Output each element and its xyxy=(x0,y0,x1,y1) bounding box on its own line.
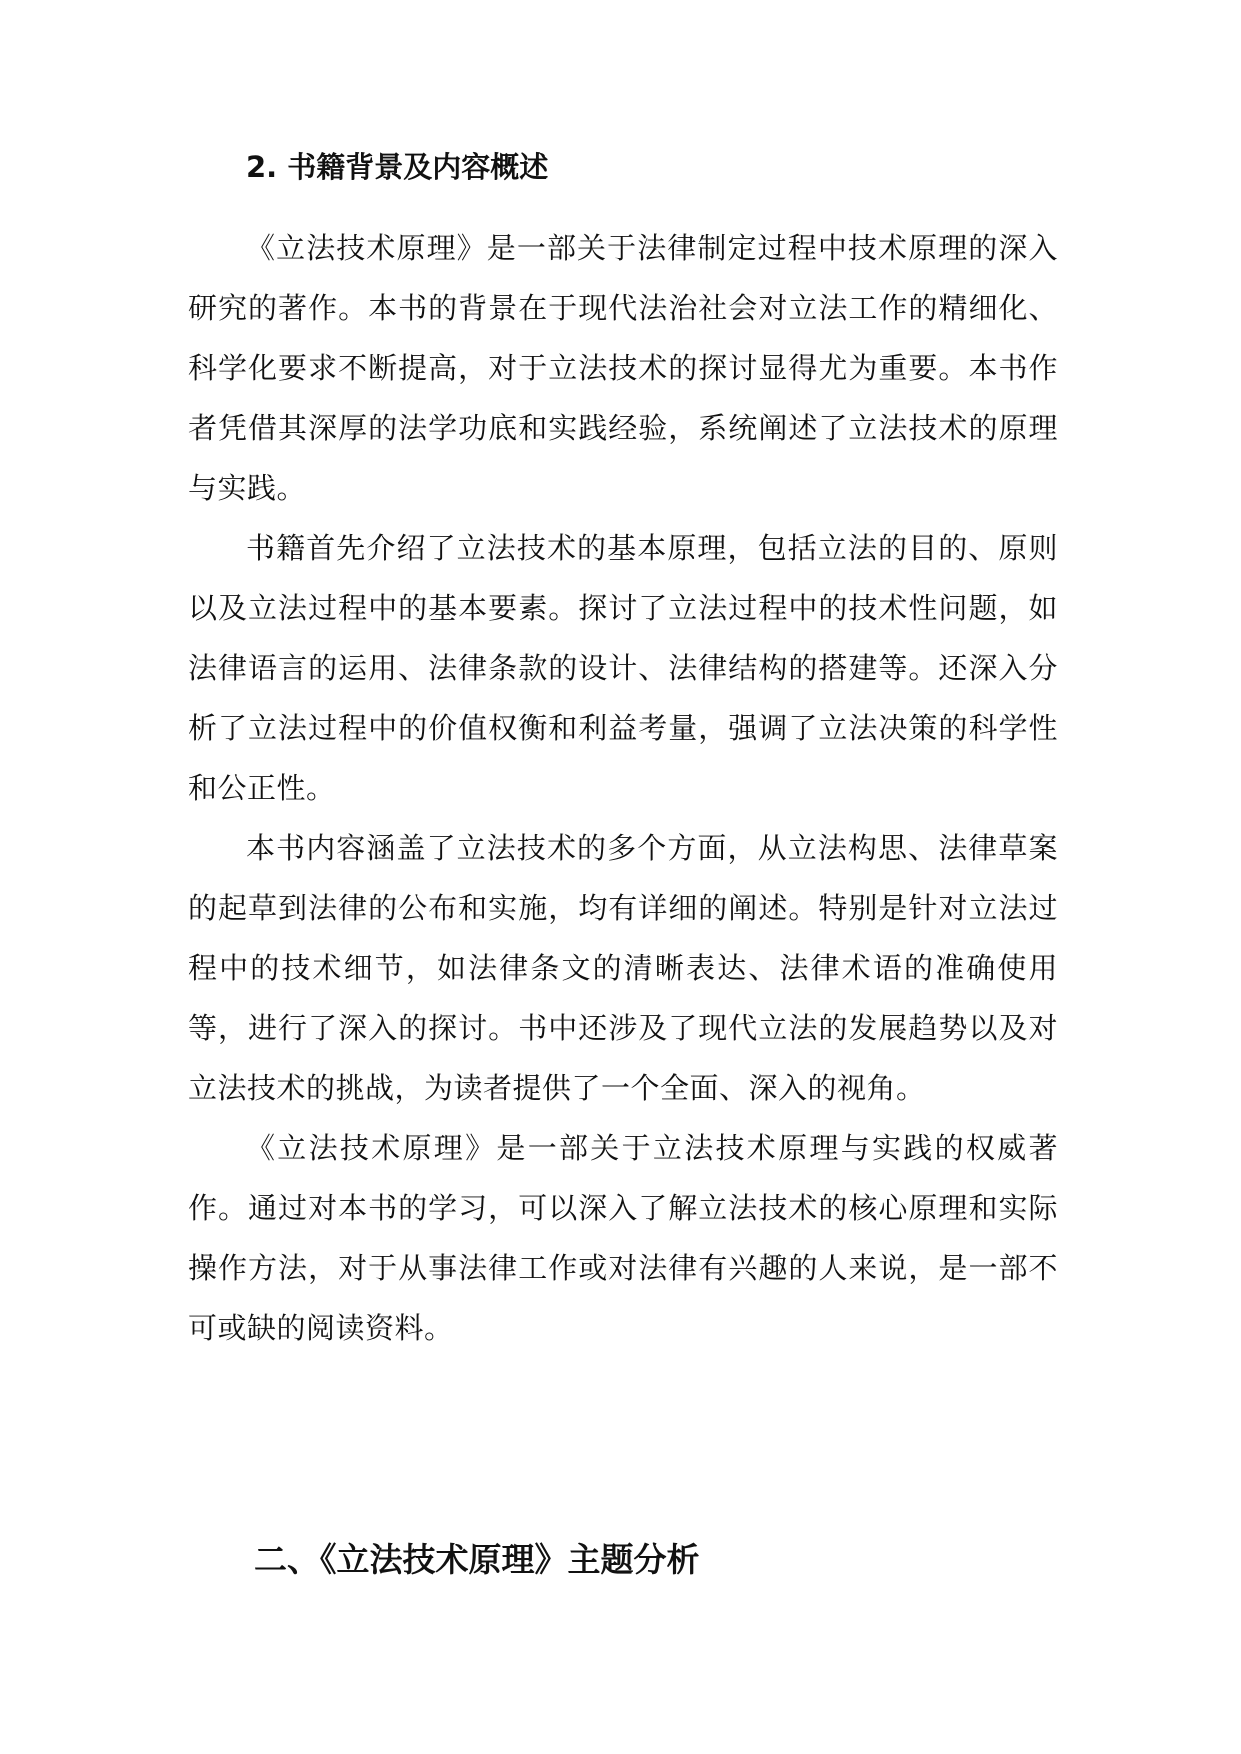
paragraph: 书籍首先介绍了立法技术的基本原理，包括立法的目的、原则以及立法过程中的基本要素。探讨了立法过程中的技术性问题，如法律语言的运用、法律条款的设计、法律结构的搭建等。还深入分析了立法过程中的价值权衡和利益考量，强调了立法决策的科学性和公正性。 xyxy=(188,531,1058,805)
section-heading: 2. 书籍背景及内容概述 xyxy=(246,150,549,184)
chapter-heading: 二、《立法技术原理》主题分析 xyxy=(254,1540,700,1579)
paragraph: 《立法技术原理》是一部关于立法技术原理与实践的权威著作。通过对本书的学习，可以深入了解立法技术的核心原理和实际操作方法，对于从事法律工作或对法律有兴趣的人来说，是一部不可或缺的阅读资料。 xyxy=(188,1131,1058,1345)
paragraph: 《立法技术原理》是一部关于法律制定过程中技术原理的深入研究的著作。本书的背景在于现代法治社会对立法工作的精细化、科学化要求不断提高，对于立法技术的探讨显得尤为重要。本书作者凭借其深厚的法学功底和实践经验，系统阐述了立法技术的原理与实践。 xyxy=(188,231,1058,505)
paragraph: 本书内容涵盖了立法技术的多个方面，从立法构思、法律草案的起草到法律的公布和实施，均有详细的阐述。特别是针对立法过程中的技术细节，如法律条文的清晰表达、法律术语的准确使用等，进行了深入的探讨。书中还涉及了现代立法的发展趋势以及对立法技术的挑战，为读者提供了一个全面、深入的视角。 xyxy=(188,831,1058,1105)
body-text xyxy=(188,218,1058,1358)
